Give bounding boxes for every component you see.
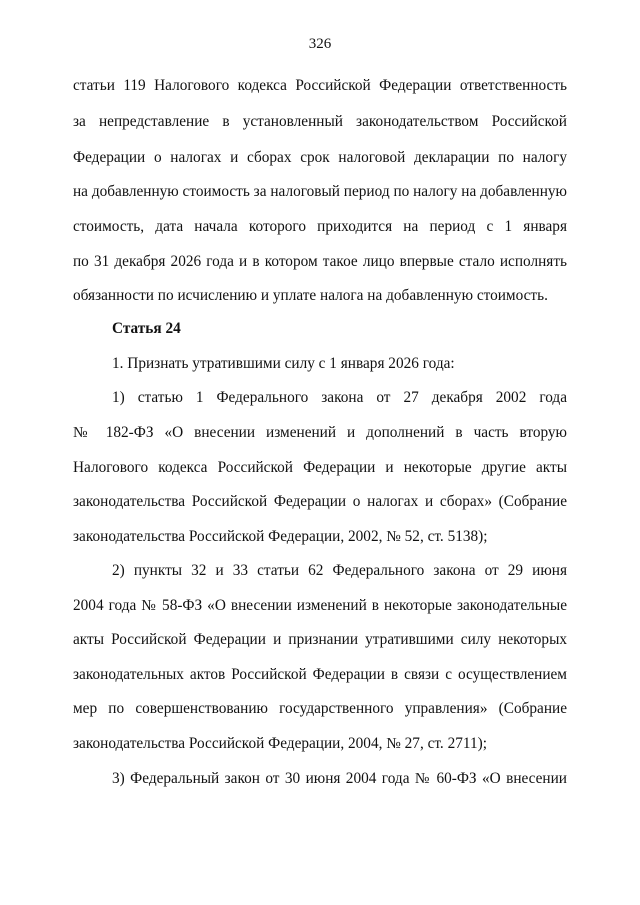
page-number: 326 (308, 36, 332, 52)
text-line: статьи 119 Налогового кодекса Российской Федерации ответственность (73, 77, 567, 94)
text-line: мер по совершенствованию государственного управления» (Собрание (73, 700, 567, 717)
text-line: Налогового кодекса Российской Федерации и некоторые другие акты (73, 459, 567, 476)
text-line: законодательства Российской Федерации, 2004, № 27, ст. 2711); (73, 735, 487, 752)
text-line: законодательства Российской Федерации, 2002, № 52, ст. 5138); (73, 528, 488, 545)
text-line: стоимость, дата начала которого приходится на период с 1 января (73, 218, 567, 235)
article-heading: Статья 24 (112, 320, 181, 337)
text-line: за непредставление в установленный законодательством Российской (73, 113, 567, 130)
text-line: 2004 года № 58-ФЗ «О внесении изменений в некоторые законодательные (73, 597, 567, 614)
text-line: акты Российской Федерации и признании утратившими силу некоторых (73, 631, 567, 648)
text-line: обязанности по исчислению и уплате налога на добавленную стоимость. (73, 287, 548, 304)
text-line: 2) пункты 32 и 33 статьи 62 Федерального закона от 29 июня (112, 562, 567, 579)
text-line: 1) статью 1 Федерального закона от 27 декабря 2002 года (112, 389, 567, 406)
text-line: Федерации о налогах и сборах срок налоговой декларации по налогу (73, 149, 567, 166)
text-line: № 182-ФЗ «О внесении изменений и дополнений в часть вторую (73, 424, 567, 441)
text-line: законодательства Российской Федерации о налогах и сборах» (Собрание (73, 493, 567, 510)
text-line: 1. Признать утратившими силу с 1 января 2026 года: (112, 355, 455, 372)
text-line: по 31 декабря 2026 года и в котором такое лицо впервые стало исполнять (73, 253, 567, 270)
text-line: законодательных актов Российской Федерации в связи с осуществлением (73, 666, 567, 683)
text-line: на добавленную стоимость за налоговый период по налогу на добавленную (73, 183, 567, 200)
text-line: 3) Федеральный закон от 30 июня 2004 года № 60-ФЗ «О внесении (112, 770, 567, 787)
